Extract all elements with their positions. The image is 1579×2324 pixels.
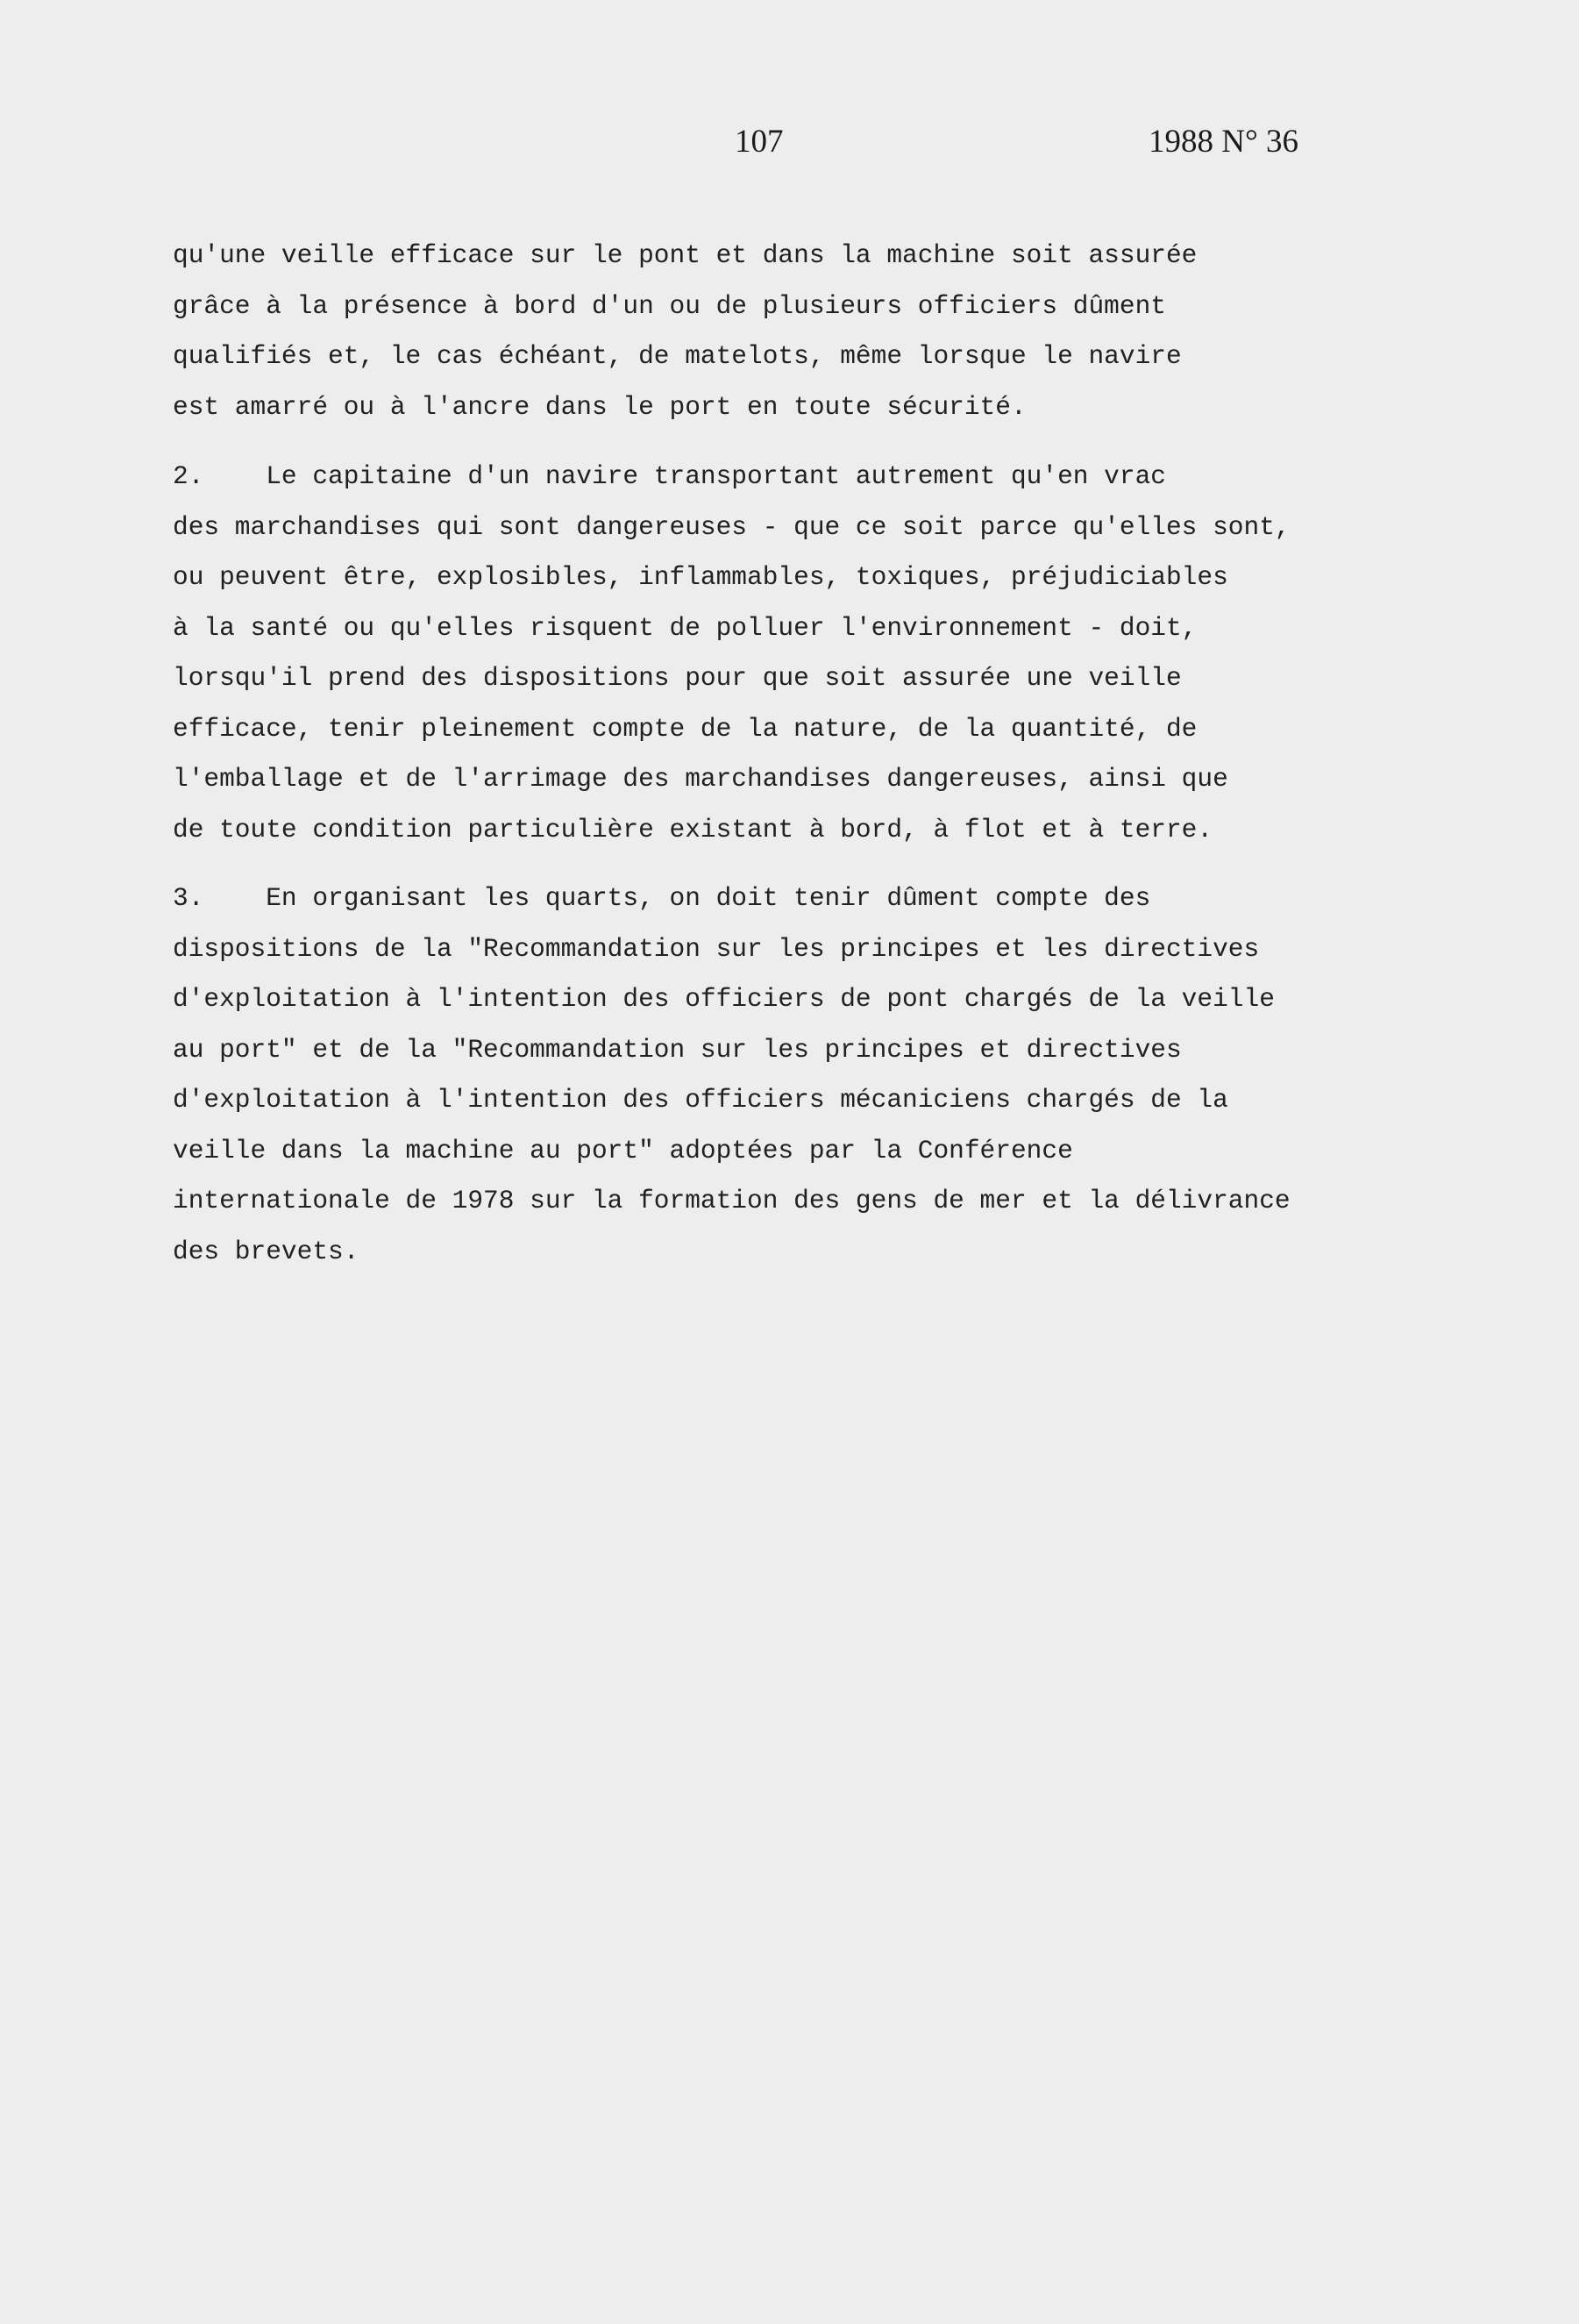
text-line: efficace, tenir pleinement compte de la nature, de la quantité, de bbox=[173, 713, 1198, 744]
text-line: dispositions de la "Recommandation sur les principes et les directives bbox=[173, 933, 1260, 964]
paragraph-1 bbox=[173, 231, 1197, 432]
text-line: est amarré ou à l'ancre dans le port en toute sécurité. bbox=[173, 391, 1027, 422]
text-line: 3. En organisant les quarts, on doit tenir dûment compte des bbox=[173, 883, 1151, 913]
text-line: au port" et de la "Recommandation sur les principes et directives bbox=[173, 1034, 1182, 1065]
paragraph-3 bbox=[173, 873, 1291, 1277]
document-reference: 1988 N° 36 bbox=[1149, 124, 1299, 160]
text-line: grâce à la présence à bord d'un ou de plusieurs officiers dûment bbox=[173, 290, 1166, 321]
text-line: qualifiés et, le cas échéant, de matelots, même lorsque le navire bbox=[173, 341, 1182, 371]
text-line: l'emballage et de l'arrimage des marchandises dangereuses, ainsi que bbox=[173, 764, 1228, 794]
text-line: de toute condition particulière existant à bord, à flot et à terre. bbox=[173, 814, 1213, 845]
text-line: lorsqu'il prend des dispositions pour que soit assurée une veille bbox=[173, 663, 1182, 693]
page-number: 107 bbox=[735, 124, 784, 160]
paragraph-2 bbox=[173, 452, 1291, 855]
text-line: d'exploitation à l'intention des officiers mécaniciens chargés de la bbox=[173, 1085, 1228, 1115]
text-line: 2. Le capitaine d'un navire transportant autrement qu'en vrac bbox=[173, 461, 1166, 491]
text-line: des marchandises qui sont dangereuses - que ce soit parce qu'elles sont, bbox=[173, 511, 1291, 542]
text-line: d'exploitation à l'intention des officiers de pont chargés de la veille bbox=[173, 984, 1275, 1014]
text-line: des brevets. bbox=[173, 1236, 359, 1266]
text-line: veille dans la machine au port" adoptées par la Conférence bbox=[173, 1135, 1073, 1166]
text-line: qu'une veille efficace sur le pont et dans la machine soit assurée bbox=[173, 240, 1198, 270]
text-line: à la santé ou qu'elles risquent de polluer l'environnement - doit, bbox=[173, 612, 1198, 643]
text-line: internationale de 1978 sur la formation des gens de mer et la délivrance bbox=[173, 1186, 1291, 1215]
text-line: ou peuvent être, explosibles, inflammables, toxiques, préjudiciables bbox=[173, 562, 1228, 592]
